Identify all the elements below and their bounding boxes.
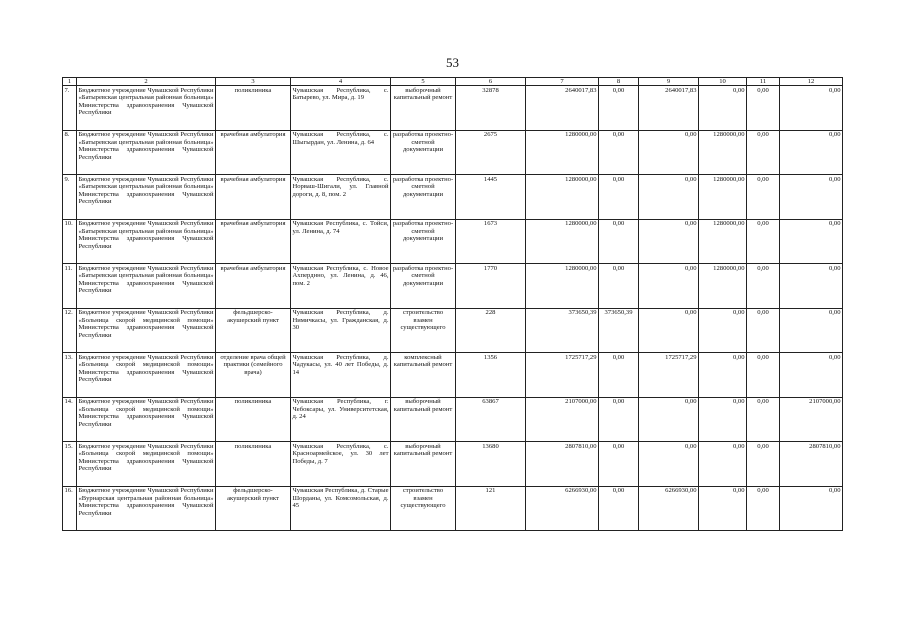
year-value-cell: 0,00 — [599, 442, 639, 487]
facility-type-cell: поликлиника — [216, 86, 291, 131]
table-row — [63, 486, 843, 531]
column-number: 10 — [699, 78, 747, 86]
year-value-cell: 0,00 — [599, 397, 639, 442]
organization-cell: Бюджетное учреждение Чувашской Республики «Больница скорой медицинской помощи» Министерства здравоохранения Чувашской Республики — [77, 308, 216, 353]
year-value-cell: 0,00 — [747, 486, 780, 531]
year-value-cell: 0,00 — [639, 442, 699, 487]
total-cost-cell: 2807810,00 — [526, 442, 599, 487]
year-value-cell: 0,00 — [747, 308, 780, 353]
area-cell: 13680 — [456, 442, 526, 487]
address-cell: Чувашская Республика, с. Батырево, ул. Мира, д. 19 — [291, 86, 391, 131]
work-type-cell: разработка проектно-сметной документации — [391, 219, 456, 264]
work-type-cell: выборочный капитальный ремонт — [391, 86, 456, 131]
facility-type-cell: поликлиника — [216, 442, 291, 487]
total-cost-cell: 1280000,00 — [526, 175, 599, 220]
table-row — [63, 175, 843, 220]
table-row — [63, 353, 843, 398]
year-value-cell: 0,00 — [599, 264, 639, 309]
year-value-cell: 0,00 — [699, 308, 747, 353]
year-value-cell: 0,00 — [639, 130, 699, 175]
year-value-cell: 0,00 — [747, 264, 780, 309]
table-row — [63, 442, 843, 487]
row-number: 9. — [63, 175, 77, 220]
year-value-cell: 0,00 — [599, 486, 639, 531]
facility-type-cell: врачебная амбулатория — [216, 219, 291, 264]
organization-cell: Бюджетное учреждение Чувашской Республики «Больница скорой медицинской помощи» Министерства здравоохранения Чувашской Республики — [77, 397, 216, 442]
year-value-cell: 0,00 — [780, 86, 843, 131]
row-number: 7. — [63, 86, 77, 131]
table-row — [63, 308, 843, 353]
year-value-cell: 0,00 — [599, 86, 639, 131]
work-type-cell: выборочный капитальный ремонт — [391, 397, 456, 442]
year-value-cell: 0,00 — [747, 175, 780, 220]
facility-type-cell: поликлиника — [216, 397, 291, 442]
year-value-cell: 0,00 — [780, 486, 843, 531]
row-number: 14. — [63, 397, 77, 442]
work-type-cell: разработка проектно-сметной документации — [391, 175, 456, 220]
year-value-cell: 0,00 — [639, 264, 699, 309]
organization-cell: Бюджетное учреждение Чувашской Республики «Батыревская центральная районная больница» Министерства здравоохранения Чувашской Республики — [77, 86, 216, 131]
table-row — [63, 397, 843, 442]
address-cell: Чувашская Республика, д. Чадукасы, ул. 40 лет Победы, д. 14 — [291, 353, 391, 398]
column-number: 7 — [526, 78, 599, 86]
address-cell: Чувашская Республика, д. Нимичкасы, ул. Гражданская, д. 30 — [291, 308, 391, 353]
row-number: 15. — [63, 442, 77, 487]
year-value-cell: 2807810,00 — [780, 442, 843, 487]
year-value-cell: 0,00 — [599, 353, 639, 398]
total-cost-cell: 2107000,00 — [526, 397, 599, 442]
year-value-cell: 2640017,83 — [639, 86, 699, 131]
year-value-cell: 0,00 — [747, 219, 780, 264]
year-value-cell: 0,00 — [747, 130, 780, 175]
column-number: 4 — [291, 78, 391, 86]
year-value-cell: 0,00 — [639, 219, 699, 264]
table-row — [63, 219, 843, 264]
year-value-cell: 0,00 — [639, 175, 699, 220]
year-value-cell: 0,00 — [747, 86, 780, 131]
address-cell: Чувашская Республика, д. Старые Шорданы, ул. Комсомольская, д. 45 — [291, 486, 391, 531]
column-number: 9 — [639, 78, 699, 86]
year-value-cell: 2107000,00 — [780, 397, 843, 442]
address-cell: Чувашская Республика, с. Норваш-Шигали, ул. Главной дороги, д. 8, пом. 2 — [291, 175, 391, 220]
area-cell: 1445 — [456, 175, 526, 220]
area-cell: 2675 — [456, 130, 526, 175]
year-value-cell: 0,00 — [699, 442, 747, 487]
column-number: 2 — [77, 78, 216, 86]
year-value-cell: 0,00 — [780, 175, 843, 220]
organization-cell: Бюджетное учреждение Чувашской Республики «Батыревская центральная районная больница» Министерства здравоохранения Чувашской Республики — [77, 175, 216, 220]
header-row — [63, 78, 843, 86]
column-number: 11 — [747, 78, 780, 86]
row-number: 13. — [63, 353, 77, 398]
area-cell: 1770 — [456, 264, 526, 309]
year-value-cell: 0,00 — [599, 130, 639, 175]
year-value-cell: 0,00 — [699, 397, 747, 442]
year-value-cell: 0,00 — [699, 486, 747, 531]
column-number: 6 — [456, 78, 526, 86]
row-number: 16. — [63, 486, 77, 531]
funding-table — [62, 77, 843, 531]
address-cell: Чувашская Республика, с. Шыгырдан, ул. Ленина, д. 64 — [291, 130, 391, 175]
year-value-cell: 0,00 — [747, 397, 780, 442]
area-cell: 1356 — [456, 353, 526, 398]
address-cell: Чувашская Республика, с. Новое Ахперднно, ул. Ленина, д. 46, пом. 2 — [291, 264, 391, 309]
year-value-cell: 0,00 — [780, 264, 843, 309]
work-type-cell: разработка проектно-сметной документации — [391, 130, 456, 175]
area-cell: 228 — [456, 308, 526, 353]
facility-type-cell: отделение врача общей практики (семейного врача) — [216, 353, 291, 398]
table-body — [63, 86, 843, 531]
total-cost-cell: 1280000,00 — [526, 219, 599, 264]
facility-type-cell: врачебная амбулатория — [216, 130, 291, 175]
row-number: 8. — [63, 130, 77, 175]
row-number: 10. — [63, 219, 77, 264]
year-value-cell: 1280000,00 — [699, 175, 747, 220]
total-cost-cell: 2640017,83 — [526, 86, 599, 131]
column-number: 3 — [216, 78, 291, 86]
facility-type-cell: врачебная амбулатория — [216, 175, 291, 220]
work-type-cell: строительство взамен существующего — [391, 486, 456, 531]
area-cell: 32878 — [456, 86, 526, 131]
year-value-cell: 6266930,00 — [639, 486, 699, 531]
column-number: 5 — [391, 78, 456, 86]
work-type-cell: разработка проектно-сметной документации — [391, 264, 456, 309]
year-value-cell: 1280000,00 — [699, 130, 747, 175]
table-row — [63, 264, 843, 309]
area-cell: 63867 — [456, 397, 526, 442]
year-value-cell: 0,00 — [699, 86, 747, 131]
year-value-cell: 1725717,29 — [639, 353, 699, 398]
address-cell: Чувашская Республика, с. Красноармейское, ул. 30 лет Победы, д. 7 — [291, 442, 391, 487]
facility-type-cell: врачебная амбулатория — [216, 264, 291, 309]
year-value-cell: 0,00 — [747, 442, 780, 487]
work-type-cell: выборочный капитальный ремонт — [391, 442, 456, 487]
year-value-cell: 0,00 — [699, 353, 747, 398]
address-cell: Чувашская Республика, г. Чебоксары, ул. Университетская, д. 24 — [291, 397, 391, 442]
year-value-cell: 1280000,00 — [699, 264, 747, 309]
facility-type-cell: фельдшерско-акушерский пункт — [216, 486, 291, 531]
area-cell: 1673 — [456, 219, 526, 264]
total-cost-cell: 373650,39 — [526, 308, 599, 353]
year-value-cell: 0,00 — [780, 130, 843, 175]
column-number: 1 — [63, 78, 77, 86]
organization-cell: Бюджетное учреждение Чувашской Республики «Больница скорой медицинской помощи» Министерства здравоохранения Чувашской Республики — [77, 442, 216, 487]
address-cell: Чувашская Республика, с. Тойси, ул. Ленина, д. 74 — [291, 219, 391, 264]
total-cost-cell: 6266930,00 — [526, 486, 599, 531]
table-row — [63, 86, 843, 131]
year-value-cell: 0,00 — [747, 353, 780, 398]
row-number: 12. — [63, 308, 77, 353]
page-number: 53 — [446, 55, 459, 70]
work-type-cell: комплексный капитальный ремонт — [391, 353, 456, 398]
year-value-cell: 0,00 — [599, 175, 639, 220]
total-cost-cell: 1725717,29 — [526, 353, 599, 398]
organization-cell: Бюджетное учреждение Чувашской Республики «Батыревская центральная районная больница» Министерства здравоохранения Чувашской Республики — [77, 264, 216, 309]
column-number: 8 — [599, 78, 639, 86]
work-type-cell: строительство взамен существующего — [391, 308, 456, 353]
year-value-cell: 0,00 — [599, 219, 639, 264]
area-cell: 121 — [456, 486, 526, 531]
year-value-cell: 0,00 — [780, 353, 843, 398]
year-value-cell: 0,00 — [780, 219, 843, 264]
organization-cell: Бюджетное учреждение Чувашской Республики «Больница скорой медицинской помощи» Министерства здравоохранения Чувашской Республики — [77, 353, 216, 398]
column-number: 12 — [780, 78, 843, 86]
organization-cell: Бюджетное учреждение Чувашской Республики «Батыревская центральная районная больница» Министерства здравоохранения Чувашской Республики — [77, 130, 216, 175]
year-value-cell: 0,00 — [780, 308, 843, 353]
row-number: 11. — [63, 264, 77, 309]
organization-cell: Бюджетное учреждение Чувашской Республики «Вурнарская центральная районная больница» Министерства здравоохранения Чувашской Республики — [77, 486, 216, 531]
facility-type-cell: фельдшерско-акушерский пункт — [216, 308, 291, 353]
year-value-cell: 1280000,00 — [699, 219, 747, 264]
year-value-cell: 373650,39 — [599, 308, 639, 353]
organization-cell: Бюджетное учреждение Чувашской Республики «Батыревская центральная районная больница» Министерства здравоохранения Чувашской Республики — [77, 219, 216, 264]
table-row — [63, 130, 843, 175]
total-cost-cell: 1280000,00 — [526, 130, 599, 175]
year-value-cell: 0,00 — [639, 397, 699, 442]
year-value-cell: 0,00 — [639, 308, 699, 353]
total-cost-cell: 1280000,00 — [526, 264, 599, 309]
